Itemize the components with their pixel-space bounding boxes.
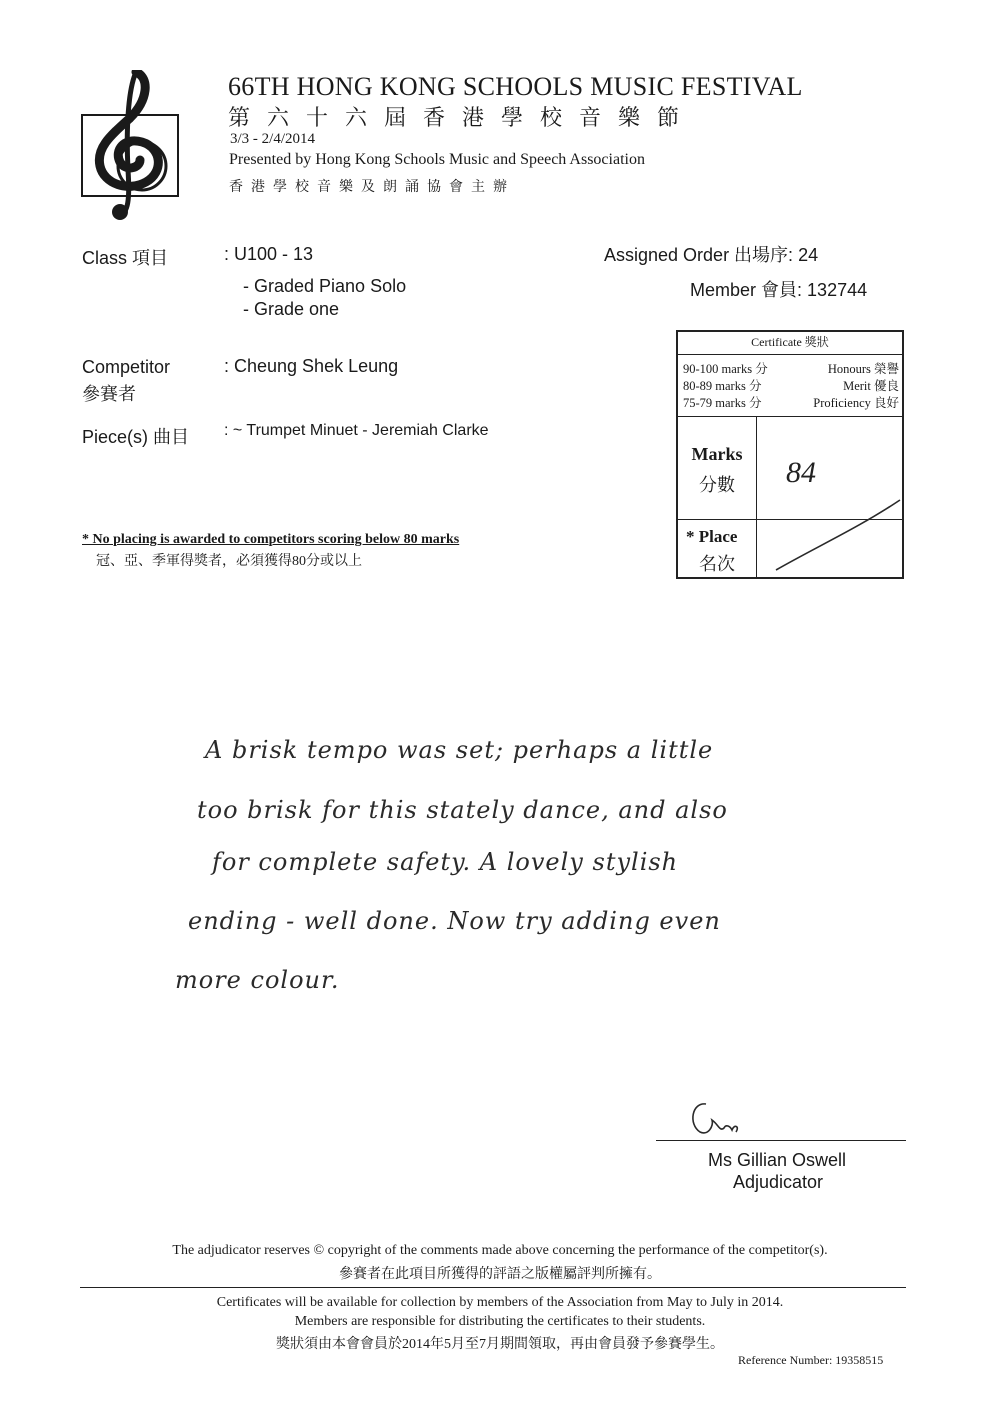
collection-notice: Certificates will be available for collection by members of the Association from May to July in 2014. (216, 1295, 784, 1310)
comment-line: ending - well done. Now try adding even (188, 907, 721, 935)
adjudicator-name: Ms Gillian Oswell (708, 1150, 847, 1170)
member-value: 132744 (807, 280, 868, 300)
festival-dates: 3/3 - 2/4/2014 (230, 131, 315, 147)
piece-label: Piece(s) 曲目 (82, 427, 190, 447)
reference-label: Reference Number: (738, 1353, 833, 1367)
festival-presenter-zh: 香港學校音樂及朗誦協會主辦 (229, 180, 515, 195)
placing-note-zh: 冠、亞、季軍得獎者，必須獲得80分或以上 (96, 554, 362, 569)
assigned-order (604, 241, 818, 267)
festival-logo (80, 70, 180, 222)
signature-scribble-icon (684, 1098, 744, 1142)
award-band-range: 90-100 marks 分 (683, 362, 768, 376)
adjudicator-role: Adjudicator (733, 1172, 824, 1192)
treble-clef-icon (80, 70, 180, 222)
class-name: - Graded Piano Solo (243, 276, 407, 296)
responsibility-notice: Members are responsible for distributing the certificates to their students. (294, 1314, 706, 1329)
signature (684, 1098, 744, 1150)
copyright-notice-zh: 參賽者在此項目所獲得的評語之版權屬評判所擁有。 (339, 1267, 661, 1282)
piece-name: : ~ Trumpet Minuet - Jeremiah Clarke (224, 422, 489, 439)
marks-label-zh: 分數 (699, 475, 735, 495)
competitor-label: Competitor (82, 357, 171, 377)
competitor-label-zh: 參賽者 (82, 384, 136, 404)
place-strikeout-line (678, 332, 902, 577)
marks-label: Marks (691, 444, 743, 464)
festival-presenter: Presented by Hong Kong Schools Music and Speech Association (229, 151, 645, 168)
award-band-range: 80-89 marks 分 (683, 379, 762, 393)
award-band-award: Proficiency 良好 (813, 396, 899, 410)
reference-value: 19358515 (835, 1353, 884, 1367)
award-band-range: 75-79 marks 分 (683, 396, 762, 410)
assigned-order-value: 24 (798, 245, 819, 265)
festival-title-zh: 第六十六屆香港學校音樂節 (228, 105, 697, 130)
assigned-order-label: Assigned Order 出場序: (604, 245, 794, 265)
comment-line: for complete safety. A lovely stylish (212, 848, 679, 876)
certificate-title: Certificate 獎狀 (678, 332, 902, 355)
comment-line: too brisk for this stately dance, and also (197, 796, 728, 824)
award-band-award: Honours 榮譽 (827, 362, 899, 376)
member-number (690, 276, 867, 302)
place-label: * Place (686, 527, 738, 546)
class-grade: - Grade one (243, 299, 340, 319)
footer-divider (80, 1287, 906, 1288)
collection-notice-zh: 獎狀須由本會會員於2014年5月至7月期間領取，再由會員發予參賽學生。 (276, 1337, 724, 1352)
reference-number (738, 1353, 883, 1368)
competitor-name: : Cheung Shek Leung (224, 356, 399, 376)
member-label: Member 會員: (690, 280, 803, 300)
certificate-box (676, 330, 904, 579)
signature-line (656, 1140, 906, 1141)
class-code: : U100 - 13 (224, 244, 314, 264)
marks-value: 84 (786, 456, 816, 489)
copyright-notice: The adjudicator reserves © copyright of the comments made above concerning the performance of the competitor(s). (172, 1243, 828, 1258)
comment-line: A brisk tempo was set; perhaps a little (205, 736, 714, 764)
place-label-zh: 名次 (699, 554, 735, 574)
award-band-award: Merit 優良 (843, 379, 899, 393)
comment-line: more colour. (175, 966, 340, 994)
placing-note: * No placing is awarded to competitors scoring below 80 marks (82, 532, 460, 547)
festival-title: 66TH HONG KONG SCHOOLS MUSIC FESTIVAL (228, 72, 803, 101)
class-label: Class 項目 (82, 248, 169, 268)
